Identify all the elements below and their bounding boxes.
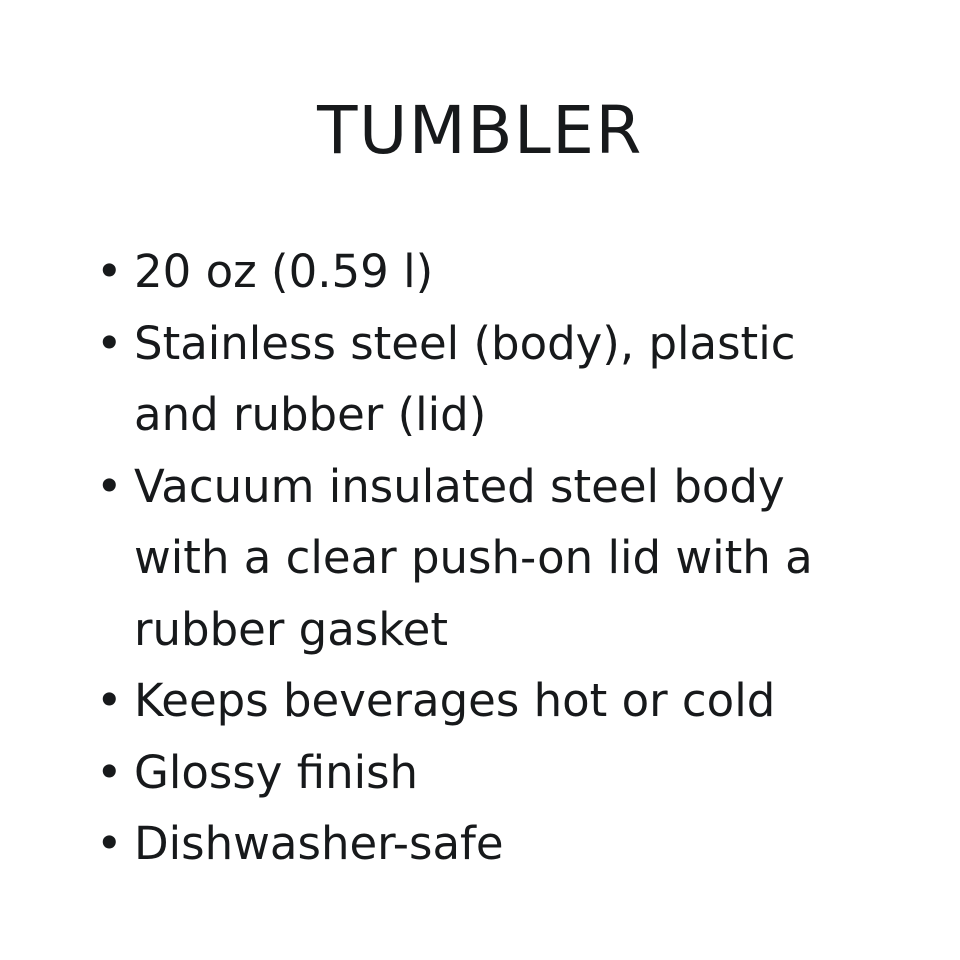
list-item <box>96 236 888 308</box>
spec-list <box>0 236 960 880</box>
list-item-label: Vacuum insulated steel body with a clear push-on lid with a rubber gasket <box>134 459 813 656</box>
list-item-label: 20 oz (0.59 l) <box>134 245 434 298</box>
list-item <box>96 451 888 666</box>
page-title: TUMBLER <box>317 92 643 169</box>
list-item <box>96 665 888 737</box>
bullet-icon: • <box>96 745 123 799</box>
list-item-label: Dishwasher-safe <box>134 817 504 871</box>
list-item <box>96 737 888 809</box>
list-item-label: Stainless steel (body), plastic and rubber (lid) <box>134 316 796 442</box>
list-item <box>96 808 888 880</box>
bullet-icon: • <box>96 674 123 728</box>
list-item <box>96 308 888 451</box>
bullet-icon: • <box>96 316 123 370</box>
bullet-icon: • <box>96 245 123 298</box>
bullet-icon: • <box>96 459 123 513</box>
list-item-label: Glossy finish <box>134 745 419 799</box>
list-item-label: Keeps beverages hot or cold <box>134 674 776 728</box>
bullet-icon: • <box>96 817 123 871</box>
